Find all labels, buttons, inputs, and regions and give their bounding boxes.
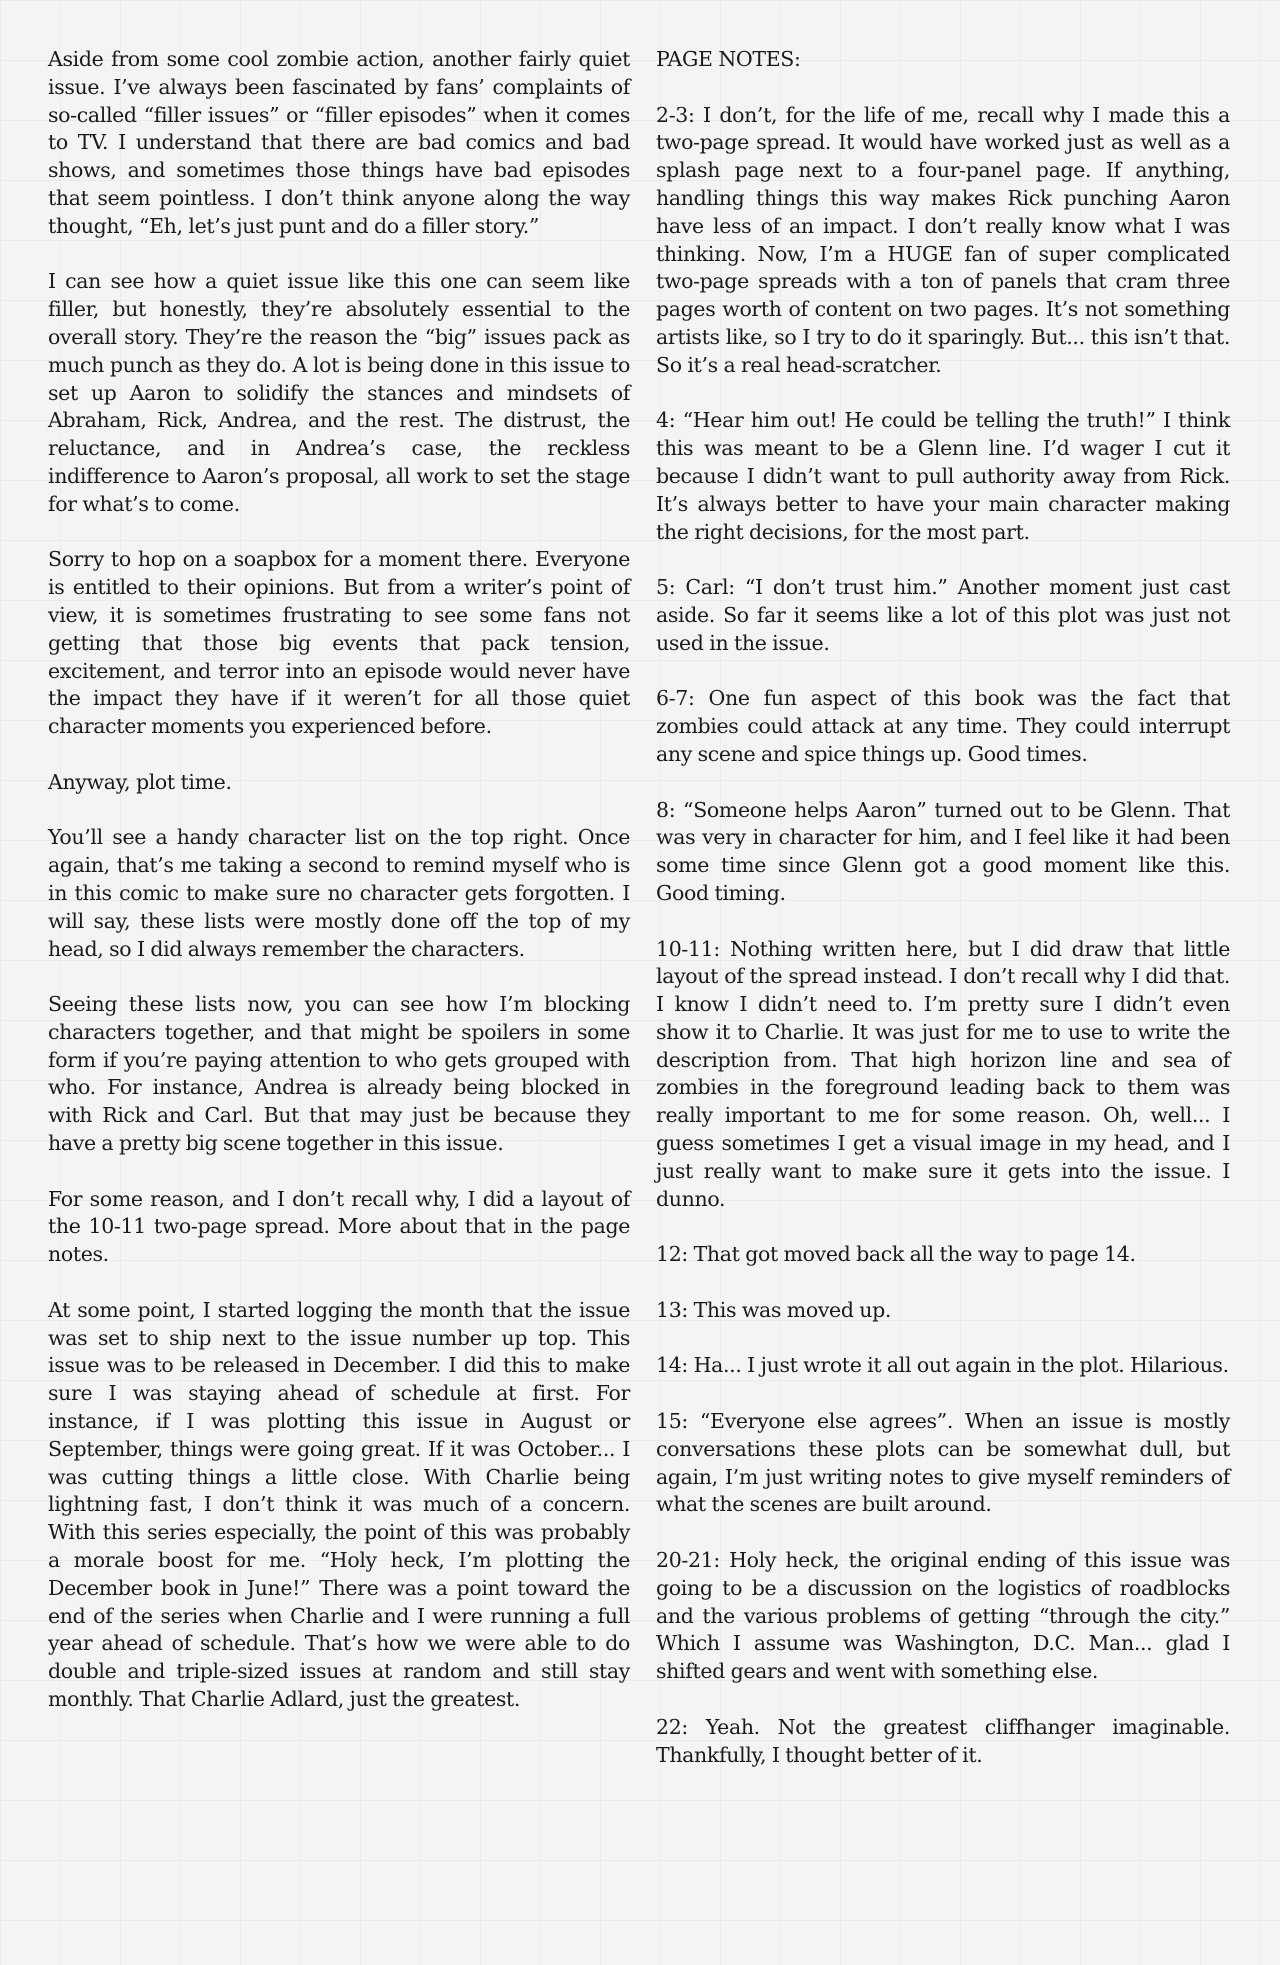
page-note: 10-11: Nothing written here, but I did draw that little layout of the spread instead. I don’t recall why I did that. I know I didn’t need to. I’m pretty sure I didn’t even show it to Charlie. It was just for me to use to write the description from. That high horizon line and sea of zombies in the foreground leading back to them was really important to me for some reason. Oh, well... I guess sometimes I get a visual image in my head, and I just really want to make sure it gets into the issue. I dunno. — [656, 936, 1230, 1211]
page-note: 22: Yeah. Not the greatest cliffhanger imaginable. Thankfully, I thought better of it. — [656, 1714, 1230, 1767]
page-note: 15: “Everyone else agrees”. When an issue is mostly conversations these plots can be somewhat dull, but again, I’m just writing notes to give myself reminders of what the scenes are built around. — [656, 1409, 1230, 1517]
page-note: 5: Carl: “I don’t trust him.” Another moment just cast aside. So far it seems like a lot of this plot was just not used in the issue. — [656, 575, 1230, 655]
commentary-paragraph: Aside from some cool zombie action, another fairly quiet issue. I’ve always been fascinated by fans’ complaints of so-called “filler issues” or “filler episodes” when it comes to TV. I understand that there are bad comics and bad shows, and sometimes those things have bad episodes that seem pointless. I don’t think anyone along the way thought, “Eh, let’s just punt and do a filler story.” — [48, 47, 630, 238]
commentary-paragraph: I can see how a quiet issue like this one can seem like filler, but honestly, they’re absolutely essential to the overall story. They’re the reason the “big” issues pack as much punch as they do. A lot is being done in this issue to set up Aaron to solidify the stances and mindsets of Abraham, Rick, Andrea, and the rest. The distrust, the reluctance, and in Andrea’s case, the reckless indifference to Aaron’s proposal, all work to set the stage for what’s to come. — [48, 269, 630, 516]
page-note: 14: Ha... I just wrote it all out again in the plot. Hilarious. — [656, 1353, 1229, 1378]
page-note: 2-3: I don’t, for the life of me, recall why I made this a two-page spread. It would have worked just as well as a splash page next to a four-panel page. If anything, handling things this way makes Rick punching Aaron have less of an impact. I don’t really know what I was thinking. Now, I’m a HUGE fan of super complicated two-page spreads with a ton of panels that cram three pages worth of content on two pages. It’s not something artists like, so I try to do it sparingly. But... this isn’t that. So it’s a real head-scratcher. — [656, 102, 1230, 377]
commentary-paragraph: You’ll see a handy character list on the top right. Once again, that’s me taking a second to remind myself who is in this comic to make sure no character gets forgotten. I will say, these lists were mostly done off the top of my head, so I did always remember the characters. — [48, 825, 630, 961]
commentary-paragraph: Sorry to hop on a soapbox for a moment there. Everyone is entitled to their opinions. But from a writer’s point of view, it is sometimes frustrating to see some fans not getting that those big events that pack tension, excitement, and terror into an episode would never have the impact they have if it weren’t for all those quiet character moments you experienced before. — [48, 547, 630, 739]
commentary-paragraph: Seeing these lists now, you can see how I’m blocking characters together, and that might be spoilers in some form if you’re paying attention to who gets grouped with who. For instance, Andrea is already being blocked in with Rick and Carl. But that may just be because they have a pretty big scene together in this issue. — [48, 992, 630, 1156]
commentary-paragraph: At some point, I started logging the month that the issue was set to ship next to the issue number up top. This issue was to be released in December. I did this to make sure I was staying ahead of schedule at first. For instance, if I was plotting this issue in August or September, things were going great. If it was October... I was cutting things a little close. With Charlie being lightning fast, I don’t think it was much of a concern. With this series especially, the point of this was probably a morale boost for me. “Holy heck, I’m plotting the December book in June!” There was a point toward the end of the series when Charlie and I were running a full year ahead of schedule. That’s how we were able to do double and triple-sized issues at random and still stay monthly. That Charlie Adlard, just the greatest. — [48, 1297, 630, 1712]
commentary-paragraph: For some reason, and I don’t recall why, I did a layout of the 10-11 two-page spread. More about that in the page notes. — [48, 1186, 630, 1267]
page-note: 8: “Someone helps Aaron” turned out to be Glenn. That was very in character for him, and I feel like it had been some time since Glenn got a good moment like this. Good timing. — [656, 797, 1230, 905]
commentary-column — [48, 46, 630, 1742]
page-notes-heading: PAGE NOTES: — [656, 47, 801, 71]
commentary-paragraph: Anyway, plot time. — [48, 769, 232, 794]
page-notes-column — [656, 46, 1230, 1797]
page-note: 12: That got moved back all the way to page 14. — [656, 1242, 1136, 1267]
page-note: 4: “Hear him out! He could be telling the truth!” I think this was meant to be a Glenn line. I’d wager I cut it because I didn’t want to pull authority away from Rick. It’s always better to have your main character making the right decisions, for the most part. — [656, 408, 1230, 544]
page-note: 6-7: One fun aspect of this book was the fact that zombies could attack at any time. They could interrupt any scene and spice things up. Good times. — [656, 686, 1230, 766]
page-note: 20-21: Holy heck, the original ending of this issue was going to be a discussion on the logistics of roadblocks and the various problems of getting “through the city.” Which I assume was Washington, D.C. Man... glad I shifted gears and went with something else. — [656, 1548, 1230, 1684]
page-note: 13: This was moved up. — [656, 1297, 892, 1322]
